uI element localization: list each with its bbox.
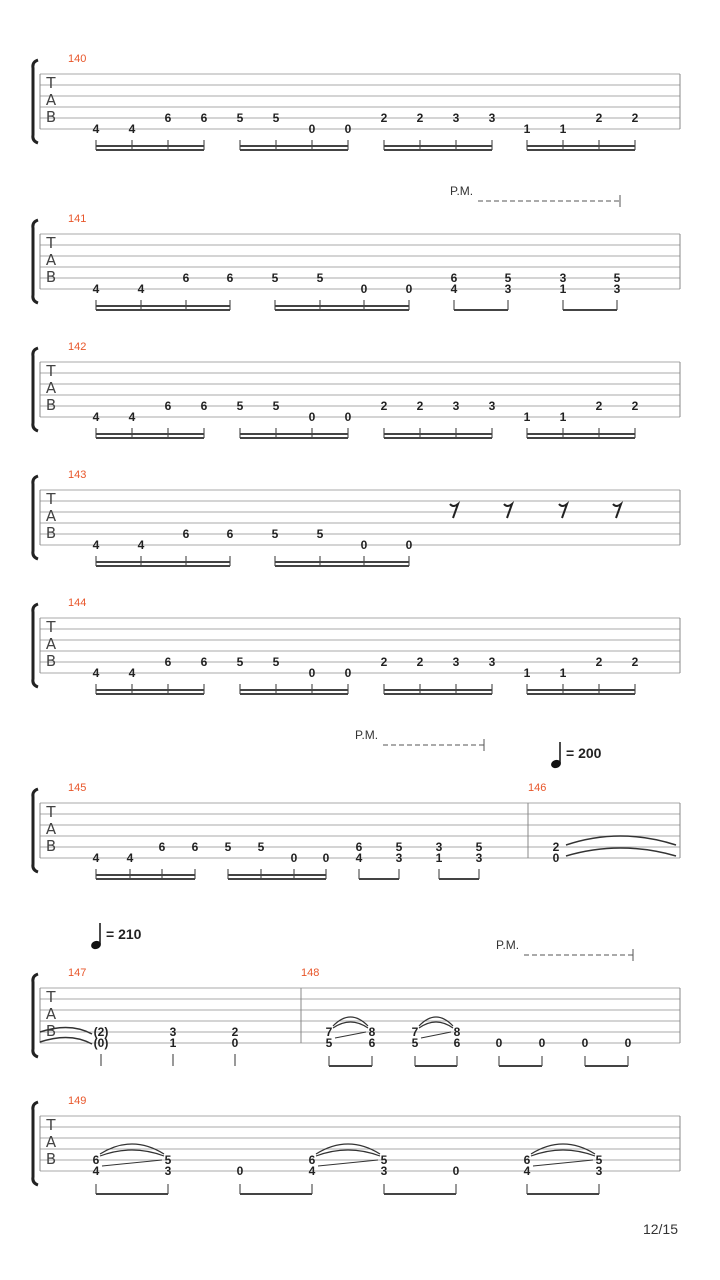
fret-number: 0: [538, 1036, 546, 1050]
fret-number: 6: [164, 399, 172, 413]
fret-number: 5: [272, 111, 280, 125]
tab-letter-t: T: [46, 362, 56, 380]
fret-number: 0: [322, 851, 330, 865]
fret-number: 4: [92, 666, 100, 680]
fret-number: (0): [93, 1036, 109, 1050]
fret-number: 1: [559, 282, 567, 296]
staff-bracket: [33, 604, 38, 687]
fret-number: 5: [613, 271, 621, 285]
fret-number: 0: [624, 1036, 632, 1050]
fret-number: 6: [523, 1153, 531, 1167]
fret-number: 4: [450, 282, 458, 296]
tab-letter-a: A: [45, 91, 57, 109]
tab-letter-b: B: [45, 652, 57, 670]
slide-line: [533, 1160, 593, 1166]
fret-number: 0: [405, 538, 413, 552]
fret-number: 6: [308, 1153, 316, 1167]
hammer-slur: [419, 1022, 453, 1028]
fret-number: 6: [191, 840, 199, 854]
fret-number: 5: [272, 655, 280, 669]
measure-number: 141: [68, 213, 87, 225]
fret-number: 6: [92, 1153, 100, 1167]
fret-number: 5: [271, 527, 279, 541]
staff-bracket: [33, 476, 38, 559]
fret-number: 0: [344, 410, 352, 424]
fret-number: 7: [411, 1025, 419, 1039]
tab-letter-b: B: [45, 268, 57, 286]
fret-number: 1: [559, 410, 567, 424]
measure-number: 145: [68, 782, 87, 794]
fret-number: 2: [380, 111, 388, 125]
fret-number: 5: [595, 1153, 603, 1167]
fret-number: 3: [488, 655, 496, 669]
fret-number: 1: [523, 666, 531, 680]
hammer-slur: [531, 1150, 595, 1156]
fret-number: 4: [523, 1164, 531, 1178]
fret-number: 3: [452, 111, 460, 125]
tab-letter-a: A: [45, 1005, 57, 1023]
fret-number: 5: [325, 1036, 333, 1050]
fret-number: 4: [92, 538, 100, 552]
fret-number: 6: [200, 655, 208, 669]
fret-number: 0: [581, 1036, 589, 1050]
tab-letter-b: B: [45, 108, 57, 126]
fret-number: 5: [257, 840, 265, 854]
fret-number: 2: [631, 655, 639, 669]
measure-number: 147: [68, 967, 87, 979]
measure-number: 143: [68, 469, 87, 481]
fret-number: 5: [395, 840, 403, 854]
tab-letter-t: T: [46, 988, 56, 1006]
fret-number: 6: [226, 271, 234, 285]
fret-number: 5: [164, 1153, 172, 1167]
tab-letter-t: T: [46, 803, 56, 821]
measure-number: 140: [68, 53, 87, 65]
staff-bracket: [33, 348, 38, 431]
fret-number: 3: [435, 840, 443, 854]
fret-number: 2: [231, 1025, 239, 1039]
fret-number: 7: [325, 1025, 333, 1039]
measure-number: 144: [68, 597, 87, 609]
eighth-rest: [450, 504, 458, 518]
fret-number: 5: [316, 527, 324, 541]
fret-number: 5: [411, 1036, 419, 1050]
fret-number: 3: [164, 1164, 172, 1178]
tab-letter-t: T: [46, 234, 56, 252]
fret-number: 0: [308, 410, 316, 424]
fret-number: 2: [416, 111, 424, 125]
fret-number: 4: [92, 410, 100, 424]
tab-letter-t: T: [46, 618, 56, 636]
fret-number: 5: [504, 271, 512, 285]
fret-number: 0: [290, 851, 298, 865]
fret-number: 0: [231, 1036, 239, 1050]
fret-number: 0: [552, 851, 560, 865]
fret-number: 1: [523, 122, 531, 136]
slide-line: [335, 1032, 366, 1038]
fret-number: 4: [128, 122, 136, 136]
fret-number: 3: [488, 399, 496, 413]
fret-number: 4: [355, 851, 363, 865]
slide-line: [318, 1160, 378, 1166]
fret-number: 2: [552, 840, 560, 854]
tab-letter-a: A: [45, 379, 57, 397]
fret-number: 1: [559, 666, 567, 680]
tab-letter-b: B: [45, 396, 57, 414]
fret-number: 5: [236, 399, 244, 413]
fret-number: 5: [316, 271, 324, 285]
fret-number: 3: [475, 851, 483, 865]
fret-number: 0: [308, 666, 316, 680]
fret-number: 6: [226, 527, 234, 541]
palm-mute-label: P.M.: [450, 184, 474, 198]
fret-number: 3: [504, 282, 512, 296]
fret-number: 3: [613, 282, 621, 296]
tab-letter-t: T: [46, 490, 56, 508]
fret-number: 4: [137, 282, 145, 296]
tab-letter-b: B: [45, 837, 57, 855]
fret-number: 5: [271, 271, 279, 285]
tab-letter-a: A: [45, 635, 57, 653]
fret-number: 3: [559, 271, 567, 285]
tie: [566, 836, 676, 845]
fret-number: 6: [164, 111, 172, 125]
fret-number: 4: [308, 1164, 316, 1178]
eighth-rest: [613, 504, 621, 518]
fret-number: 6: [158, 840, 166, 854]
fret-number: 2: [595, 111, 603, 125]
fret-number: 2: [595, 655, 603, 669]
eighth-rest: [559, 504, 567, 518]
fret-number: 4: [126, 851, 134, 865]
page-number: 12/15: [642, 1221, 678, 1237]
tab-letter-t: T: [46, 74, 56, 92]
fret-number: 5: [236, 111, 244, 125]
fret-number: 4: [92, 851, 100, 865]
fret-number: 6: [368, 1036, 376, 1050]
fret-number: 4: [92, 1164, 100, 1178]
staff-bracket: [33, 974, 38, 1057]
fret-number: 3: [595, 1164, 603, 1178]
fret-number: 6: [182, 271, 190, 285]
fret-number: 1: [435, 851, 443, 865]
fret-number: 0: [360, 538, 368, 552]
fret-number: 2: [416, 655, 424, 669]
fret-number: 3: [169, 1025, 177, 1039]
fret-number: 3: [488, 111, 496, 125]
fret-number: (2): [93, 1025, 109, 1039]
fret-number: 0: [344, 666, 352, 680]
fret-number: 0: [308, 122, 316, 136]
staff-bracket: [33, 220, 38, 303]
fret-number: 0: [452, 1164, 460, 1178]
tab-letter-t: T: [46, 1116, 56, 1134]
slide-line: [421, 1032, 451, 1038]
measure-number: 142: [68, 341, 87, 353]
fret-number: 4: [92, 122, 100, 136]
tab-letter-a: A: [45, 820, 57, 838]
fret-number: 1: [523, 410, 531, 424]
fret-number: 3: [395, 851, 403, 865]
tab-letter-a: A: [45, 251, 57, 269]
fret-number: 5: [224, 840, 232, 854]
fret-number: 2: [631, 399, 639, 413]
measure-number: 146: [528, 782, 547, 794]
staff-bracket: [33, 789, 38, 872]
fret-number: 6: [200, 111, 208, 125]
tab-letter-b: B: [45, 1150, 57, 1168]
fret-number: 2: [416, 399, 424, 413]
fret-number: 0: [405, 282, 413, 296]
fret-number: 6: [450, 271, 458, 285]
eighth-rest: [504, 504, 512, 518]
fret-number: 6: [164, 655, 172, 669]
fret-number: 2: [595, 399, 603, 413]
tab-letter-b: B: [45, 524, 57, 542]
fret-number: 5: [475, 840, 483, 854]
staff-bracket: [33, 60, 38, 143]
measure-number: 149: [68, 1095, 87, 1107]
fret-number: 6: [453, 1036, 461, 1050]
hammer-slur: [316, 1150, 380, 1156]
fret-number: 0: [360, 282, 368, 296]
fret-number: 3: [452, 655, 460, 669]
tie: [566, 848, 676, 856]
fret-number: 3: [380, 1164, 388, 1178]
fret-number: 6: [182, 527, 190, 541]
tab-letter-b: B: [45, 1022, 57, 1040]
measure-number: 148: [301, 967, 320, 979]
fret-number: 5: [380, 1153, 388, 1167]
hammer-slur: [100, 1150, 164, 1156]
fret-number: 1: [559, 122, 567, 136]
tempo-marking: = 200: [566, 745, 602, 761]
fret-number: 5: [236, 655, 244, 669]
tab-letter-a: A: [45, 1133, 57, 1151]
palm-mute-label: P.M.: [355, 728, 379, 742]
fret-number: 4: [92, 282, 100, 296]
fret-number: 2: [631, 111, 639, 125]
fret-number: 0: [236, 1164, 244, 1178]
fret-number: 4: [128, 666, 136, 680]
fret-number: 2: [380, 655, 388, 669]
fret-number: 3: [452, 399, 460, 413]
fret-number: 8: [453, 1025, 461, 1039]
fret-number: 0: [495, 1036, 503, 1050]
fret-number: 4: [128, 410, 136, 424]
staff-bracket: [33, 1102, 38, 1185]
fret-number: 2: [380, 399, 388, 413]
fret-number: 8: [368, 1025, 376, 1039]
hammer-slur: [333, 1022, 368, 1028]
tempo-marking: = 210: [106, 926, 142, 942]
tab-letter-a: A: [45, 507, 57, 525]
fret-number: 0: [344, 122, 352, 136]
slide-line: [102, 1160, 162, 1166]
fret-number: 6: [355, 840, 363, 854]
fret-number: 4: [137, 538, 145, 552]
fret-number: 1: [169, 1036, 177, 1050]
palm-mute-label: P.M.: [496, 938, 520, 952]
fret-number: 5: [272, 399, 280, 413]
fret-number: 6: [200, 399, 208, 413]
